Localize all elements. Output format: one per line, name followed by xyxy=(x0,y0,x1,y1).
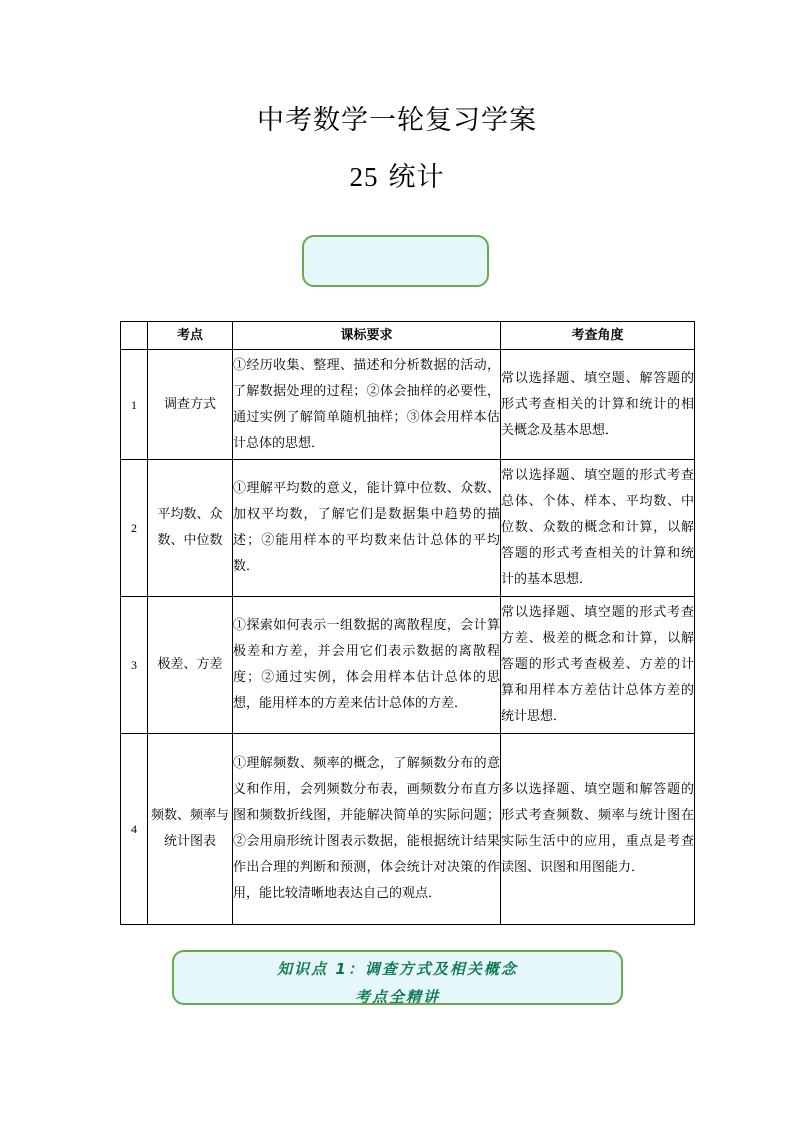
row-point: 极差、方差 xyxy=(148,597,233,734)
row-exam: 常以选择题、填空题的形式考查总体、个体、样本、平均数、中位数、众数的概念和计算，以解答题的形式考查相关的计算和统计的基本思想． xyxy=(501,460,695,597)
header-num xyxy=(121,322,148,350)
row-num: 1 xyxy=(121,350,148,460)
table-row xyxy=(121,460,695,597)
row-num: 4 xyxy=(121,734,148,925)
row-point: 调查方式 xyxy=(148,350,233,460)
row-requirement: ①探索如何表示一组数据的离散程度，会计算极差和方差，并会用它们表示数据的离散程度；②通过实例，体会用样本估计总体的思想，能用样本的方差来估计总体的方差． xyxy=(233,597,501,734)
row-requirement: ①理解平均数的意义，能计算中位数、众数、加权平均数，了解它们是数据集中趋势的描述；②能用样本的平均数来估计总体的平均数． xyxy=(233,460,501,597)
knowledge-point-title: 知识点 1：调查方式及相关概念 xyxy=(277,960,518,978)
table-row xyxy=(121,734,695,925)
chapter-heading xyxy=(0,155,794,194)
knowledge-point-banner xyxy=(172,950,623,1005)
table-header-row xyxy=(121,322,695,350)
row-requirement: ①经历收集、整理、描述和分析数据的活动，了解数据处理的过程；②体会抽样的必要性，通过实例了解简单随机抽样；③体会用样本估计总体的思想． xyxy=(233,350,501,460)
table-row xyxy=(121,597,695,734)
row-point: 平均数、众数、中位数 xyxy=(148,460,233,597)
row-exam: 多以选择题、填空题和解答题的形式考查频数、频率与统计图在实际生活中的应用，重点是考查读图、识图和用图能力． xyxy=(501,734,695,925)
header-requirement: 课标要求 xyxy=(233,322,501,350)
page-title: 中考数学一轮复习学案 xyxy=(257,105,537,136)
chapter-title: 统计 xyxy=(388,162,445,193)
header-exam: 考查角度 xyxy=(501,322,695,350)
row-num: 3 xyxy=(121,597,148,734)
header-point: 考点 xyxy=(148,322,233,350)
section-banner-empty xyxy=(302,235,489,287)
row-exam: 常以选择题、填空题、解答题的形式考查相关的计算和统计的相关概念及基本思想． xyxy=(501,350,695,460)
row-num: 2 xyxy=(121,460,148,597)
syllabus-table xyxy=(120,321,695,925)
row-exam: 常以选择题、填空题的形式考查方差、极差的概念和计算，以解答题的形式考查极差、方差的计算和用样本方差估计总体方差的统计思想． xyxy=(501,597,695,734)
row-point: 频数、频率与统计图表 xyxy=(148,734,233,925)
row-requirement: ①理解频数、频率的概念，了解频数分布的意义和作用，会列频数分布表，画频数分布直方图和频数折线图，并能解决简单的实际问题；②会用扇形统计图表示数据，能根据统计结果作出合理的判断和预测，体会统计对决策的作用，能比较清晰地表达自己的观点． xyxy=(233,734,501,925)
chapter-number: 25 xyxy=(349,162,379,192)
table-row xyxy=(121,350,695,460)
knowledge-point-subtitle: 考点全精讲 xyxy=(354,988,440,1005)
